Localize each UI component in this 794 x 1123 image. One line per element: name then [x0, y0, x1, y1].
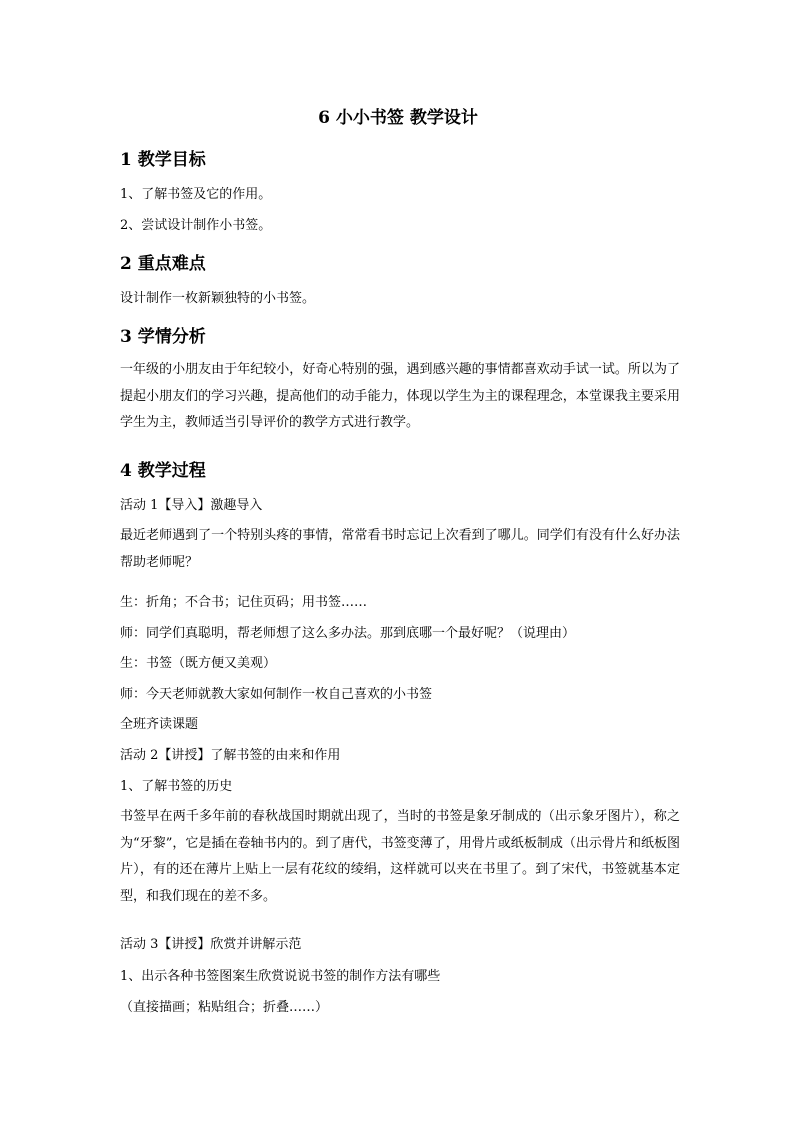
dialogue-line-1: 生：折角；不合书；记住页码；用书签…… — [120, 595, 368, 610]
method-line-1: 1、出示各种书签图案生欣赏说说书签的制作方法有哪些 — [120, 969, 441, 984]
document-title: 6 小小书签 教学设计 — [318, 108, 478, 128]
section-heading-key-points: 2 重点难点 — [120, 254, 206, 274]
history-heading: 1、了解书签的历史 — [120, 779, 233, 794]
section-heading-objectives: 1 教学目标 — [120, 150, 206, 170]
section-heading-analysis: 3 学情分析 — [120, 327, 206, 347]
dialogue-line-2: 师：同学们真聪明，帮老师想了这么多办法。那到底哪一个最好呢？（说理由） — [120, 626, 576, 641]
method-line-2: （直接描画；粘贴组合；折叠……） — [120, 1000, 329, 1015]
dialogue-line-5: 全班齐读课题 — [120, 717, 199, 732]
analysis-paragraph: 一年级的小朋友由于年纪较小，好奇心特别的强，遇到感兴趣的事情都喜欢动手试一试。所以为了提起小朋友们的学习兴趣，提高他们的动手能力，体现以学生为主的课程理念，本堂课我主要采用学生为主，教师适当引导评价的教学方式进行教学。 — [120, 362, 680, 431]
activity-3-label: 活动 3【讲授】欣赏并讲解示范 — [120, 937, 302, 952]
activity-1-intro: 最近老师遇到了一个特别头疼的事情，常常看书时忘记上次看到了哪儿。同学们有没有什么好办法帮助老师呢？ — [120, 528, 680, 570]
history-paragraph: 书签早在两千多年前的春秋战国时期就出现了，当时的书签是象牙制成的（出示象牙图片），称之为“牙黎”，它是插在卷轴书内的。到了唐代，书签变薄了，用骨片或纸板制成（出示骨片和纸板图片），有的还在薄片上贴上一层有花纹的绫绢，这样就可以夹在书里了。到了宋代，书签就基本定型，和我们现在的差不多。 — [120, 809, 680, 905]
objective-line-1: 1、了解书签及它的作用。 — [120, 187, 272, 202]
activity-2-label: 活动 2【讲授】了解书签的由来和作用 — [120, 748, 341, 763]
dialogue-line-3: 生：书签（既方便又美观） — [120, 656, 277, 671]
dialogue-line-4: 师：今天老师就教大家如何制作一枚自己喜欢的小书签 — [120, 687, 433, 702]
objective-line-2: 2、尝试设计制作小书签。 — [120, 218, 272, 233]
section-heading-process: 4 教学过程 — [120, 461, 206, 481]
activity-1-label: 活动 1【导入】激趣导入 — [120, 498, 263, 513]
key-point-line: 设计制作一枚新颖独特的小书签。 — [120, 291, 316, 306]
